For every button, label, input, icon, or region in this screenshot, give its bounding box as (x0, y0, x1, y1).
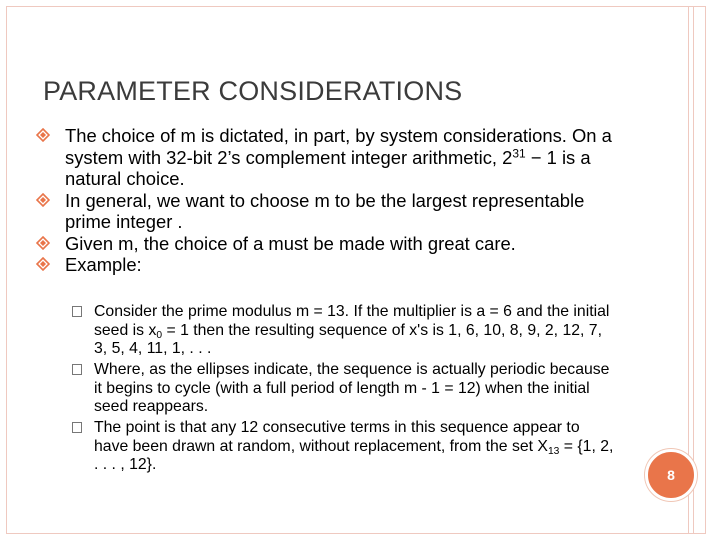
subscript: 13 (547, 445, 560, 457)
slide-title: PARAMETER CONSIDERATIONS (43, 76, 463, 106)
bullet-list (36, 125, 616, 276)
bullet-text: In general, we want to choose m to be the largest representable prime integer . (65, 189, 585, 232)
slide-frame-rule (688, 6, 694, 534)
bullet-text: The choice of m is dictated, in part, by system considerations. On a system with 32-bit 2’s complement integer arithmetic, $2^{31} - 1$ is a natural choice. (65, 125, 612, 189)
bullet-item (36, 233, 616, 255)
sub-bullet-text: Where, as the ellipses indicate, the sequence is actually periodic because it begins to cycle (with a full period of length m - 1 = 12) when the initial seed reappears. (94, 361, 610, 415)
bullet-item (36, 190, 616, 233)
sub-bullet-item (72, 419, 617, 475)
bullet-icon (36, 236, 50, 250)
bullet-text: Given m, the choice of a must be made with great care. (65, 232, 516, 254)
bullet-icon (36, 257, 50, 271)
bullet-text: Example: (65, 254, 142, 275)
page-number: 8 (667, 467, 675, 483)
exponent: 31 (512, 145, 526, 160)
sub-bullet-list (72, 303, 617, 477)
page-number-badge (645, 449, 697, 501)
sub-bullet-item (72, 303, 617, 359)
sub-bullet-item (72, 361, 617, 417)
bullet-icon (36, 193, 50, 207)
subscript: 0 (156, 329, 163, 341)
sub-bullet-text: Consider the prime modulus m = 13. If the multiplier is a = 6 and the initial seed is $x_0 = 1$ then the resulting sequence of x's is 1, 6, 10, 8, 9, 2, 12, 7, 3, 5, 4, 11, 1, . . . (94, 303, 610, 357)
square-bullet-icon (72, 422, 82, 433)
bullet-item (36, 254, 616, 276)
square-bullet-icon (72, 364, 82, 375)
bullet-icon (36, 128, 50, 142)
square-bullet-icon (72, 306, 82, 317)
sub-bullet-text: The point is that any 12 consecutive terms in this sequence appear to have been drawn at random, without replacement, from the set $X_{13} = \{1$, 2, . . . , 12}. (94, 419, 614, 473)
bullet-item (36, 125, 616, 190)
